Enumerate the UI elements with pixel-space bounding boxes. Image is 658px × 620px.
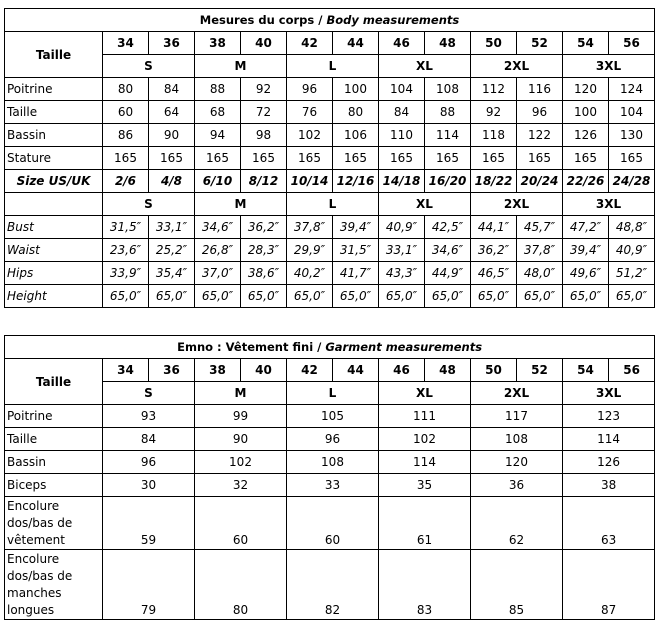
body-metric-value-cell: 165 — [241, 147, 287, 170]
garment-metric-row-label: Taille — [5, 428, 103, 451]
garment-metric-row-label: Poitrine — [5, 405, 103, 428]
body-metric-value-cell: 94 — [195, 124, 241, 147]
garment-metric-value-cell: 62 — [471, 497, 563, 550]
body-group-header: 3XL — [563, 55, 655, 78]
imperial-metric-value-cell: 65,0″ — [149, 285, 195, 308]
imperial-metric-value-cell: 65,0″ — [195, 285, 241, 308]
us-group-header: L — [287, 193, 379, 216]
body-metric-value-cell: 165 — [563, 147, 609, 170]
body-metric-value-cell: 165 — [149, 147, 195, 170]
body-metric-value-cell: 84 — [379, 101, 425, 124]
garment-size-header: 42 — [287, 359, 333, 382]
imperial-metric-row — [5, 285, 655, 308]
body-metric-value-cell: 98 — [241, 124, 287, 147]
imperial-metric-value-cell: 48,0″ — [517, 262, 563, 285]
garment-metric-value-cell: 30 — [103, 474, 195, 497]
imperial-metric-value-cell: 44,9″ — [425, 262, 471, 285]
us-group-header: 2XL — [471, 193, 563, 216]
body-size-header: 50 — [471, 32, 517, 55]
body-metric-value-cell: 110 — [379, 124, 425, 147]
body-metric-value-cell: 100 — [333, 78, 379, 101]
us-size-cell: 24/28 — [609, 170, 655, 193]
body-metric-value-cell: 165 — [609, 147, 655, 170]
garment-metric-value-cell: 35 — [379, 474, 471, 497]
body-metric-value-cell: 126 — [563, 124, 609, 147]
body-metric-value-cell: 64 — [149, 101, 195, 124]
us-size-cell: 4/8 — [149, 170, 195, 193]
garment-metric-row — [5, 497, 655, 550]
garment-group-header: XL — [379, 382, 471, 405]
garment-metric-value-cell: 117 — [471, 405, 563, 428]
us-group-header: 3XL — [563, 193, 655, 216]
body-metric-value-cell: 124 — [609, 78, 655, 101]
body-metric-value-cell: 118 — [471, 124, 517, 147]
imperial-metric-value-cell: 45,7″ — [517, 216, 563, 239]
us-group-header: M — [195, 193, 287, 216]
imperial-metric-value-cell: 65,0″ — [517, 285, 563, 308]
garment-metric-value-cell: 108 — [471, 428, 563, 451]
garment-metric-row-label: Biceps — [5, 474, 103, 497]
body-metric-value-cell: 88 — [195, 78, 241, 101]
body-table-title — [5, 9, 655, 32]
imperial-metric-value-cell: 43,3″ — [379, 262, 425, 285]
imperial-metric-value-cell: 65,0″ — [287, 285, 333, 308]
imperial-metric-row — [5, 239, 655, 262]
garment-metric-value-cell: 61 — [379, 497, 471, 550]
body-metric-value-cell: 165 — [517, 147, 563, 170]
body-group-header: S — [103, 55, 195, 78]
imperial-metric-value-cell: 34,6″ — [195, 216, 241, 239]
body-size-header: 38 — [195, 32, 241, 55]
imperial-metric-value-cell: 31,5″ — [333, 239, 379, 262]
us-size-cell: 6/10 — [195, 170, 241, 193]
body-metric-value-cell: 108 — [425, 78, 471, 101]
body-measurements-table — [4, 8, 655, 308]
imperial-metric-row-label: Waist — [5, 239, 103, 262]
imperial-metric-value-cell: 41,7″ — [333, 262, 379, 285]
imperial-metric-value-cell: 51,2″ — [609, 262, 655, 285]
imperial-metric-row — [5, 216, 655, 239]
garment-metric-value-cell: 96 — [287, 428, 379, 451]
imperial-metric-value-cell: 65,0″ — [333, 285, 379, 308]
garment-metric-value-cell: 120 — [471, 451, 563, 474]
garment-metric-row-label: Encolure dos/bas de vêtement — [5, 497, 103, 550]
imperial-metric-value-cell: 35,4″ — [149, 262, 195, 285]
body-metric-value-cell: 86 — [103, 124, 149, 147]
imperial-metric-value-cell: 39,4″ — [563, 239, 609, 262]
body-metric-value-cell: 104 — [379, 78, 425, 101]
body-metric-value-cell: 130 — [609, 124, 655, 147]
imperial-metric-value-cell: 33,1″ — [149, 216, 195, 239]
garment-metric-value-cell: 60 — [195, 497, 287, 550]
garment-metric-value-cell: 111 — [379, 405, 471, 428]
body-metric-row — [5, 147, 655, 170]
garment-size-header: 36 — [149, 359, 195, 382]
imperial-metric-row-label: Bust — [5, 216, 103, 239]
garment-metric-value-cell: 59 — [103, 497, 195, 550]
imperial-metric-value-cell: 65,0″ — [241, 285, 287, 308]
garment-group-header: S — [103, 382, 195, 405]
garment-metric-value-cell: 79 — [103, 550, 195, 620]
imperial-metric-row-label: Hips — [5, 262, 103, 285]
body-taille-header: Taille — [5, 32, 103, 78]
garment-size-header: 38 — [195, 359, 241, 382]
body-metric-value-cell: 76 — [287, 101, 333, 124]
garment-title-en: Garment measurements — [325, 340, 483, 354]
garment-metric-value-cell: 108 — [287, 451, 379, 474]
body-metric-value-cell: 165 — [379, 147, 425, 170]
body-size-header: 48 — [425, 32, 471, 55]
imperial-metric-value-cell: 25,2″ — [149, 239, 195, 262]
garment-metric-value-cell: 90 — [195, 428, 287, 451]
body-metric-value-cell: 165 — [287, 147, 333, 170]
garment-metric-value-cell: 85 — [471, 550, 563, 620]
imperial-metric-value-cell: 65,0″ — [471, 285, 517, 308]
imperial-metric-value-cell: 26,8″ — [195, 239, 241, 262]
body-size-header: 44 — [333, 32, 379, 55]
garment-size-header: 52 — [517, 359, 563, 382]
garment-metric-row — [5, 550, 655, 620]
us-size-label: Size US/UK — [5, 170, 103, 193]
body-metric-row — [5, 124, 655, 147]
body-size-header: 52 — [517, 32, 563, 55]
garment-group-header: M — [195, 382, 287, 405]
body-metric-row — [5, 101, 655, 124]
body-group-header: M — [195, 55, 287, 78]
body-metric-value-cell: 92 — [241, 78, 287, 101]
body-metric-value-cell: 165 — [425, 147, 471, 170]
garment-metric-value-cell: 87 — [563, 550, 655, 620]
imperial-metric-value-cell: 47,2″ — [563, 216, 609, 239]
body-metric-value-cell: 114 — [425, 124, 471, 147]
imperial-metric-value-cell: 33,9″ — [103, 262, 149, 285]
imperial-metric-value-cell: 48,8″ — [609, 216, 655, 239]
garment-metric-value-cell: 126 — [563, 451, 655, 474]
garment-metric-rows — [5, 405, 655, 620]
garment-metric-value-cell: 96 — [103, 451, 195, 474]
imperial-metric-value-cell: 46,5″ — [471, 262, 517, 285]
imperial-metric-value-cell: 65,0″ — [103, 285, 149, 308]
imperial-metric-value-cell: 65,0″ — [563, 285, 609, 308]
garment-metric-value-cell: 84 — [103, 428, 195, 451]
body-metric-value-cell: 120 — [563, 78, 609, 101]
us-group-spacer — [5, 193, 103, 216]
garment-group-header: L — [287, 382, 379, 405]
garment-metric-value-cell: 82 — [287, 550, 379, 620]
body-metric-value-cell: 60 — [103, 101, 149, 124]
body-size-header: 42 — [287, 32, 333, 55]
garment-metric-row — [5, 405, 655, 428]
garment-size-header: 34 — [103, 359, 149, 382]
garment-size-header: 46 — [379, 359, 425, 382]
garment-metric-value-cell: 33 — [287, 474, 379, 497]
garment-metric-value-cell: 80 — [195, 550, 287, 620]
body-metric-value-cell: 102 — [287, 124, 333, 147]
body-size-header: 40 — [241, 32, 287, 55]
body-metric-value-cell: 116 — [517, 78, 563, 101]
us-size-cell: 10/14 — [287, 170, 333, 193]
body-metric-value-cell: 92 — [471, 101, 517, 124]
imperial-metric-value-cell: 34,6″ — [425, 239, 471, 262]
garment-size-header: 44 — [333, 359, 379, 382]
us-size-cell: 16/20 — [425, 170, 471, 193]
body-size-header: 54 — [563, 32, 609, 55]
body-metric-value-cell: 100 — [563, 101, 609, 124]
imperial-metric-value-cell: 65,0″ — [609, 285, 655, 308]
us-size-cell: 22/26 — [563, 170, 609, 193]
body-group-header: 2XL — [471, 55, 563, 78]
imperial-metric-value-cell: 23,6″ — [103, 239, 149, 262]
body-metric-row-label: Taille — [5, 101, 103, 124]
body-metric-value-cell: 106 — [333, 124, 379, 147]
garment-metric-value-cell: 38 — [563, 474, 655, 497]
body-metric-value-cell: 68 — [195, 101, 241, 124]
garment-metric-value-cell: 114 — [563, 428, 655, 451]
body-size-header: 34 — [103, 32, 149, 55]
body-metric-rows — [5, 78, 655, 170]
body-group-header: XL — [379, 55, 471, 78]
garment-metric-value-cell: 83 — [379, 550, 471, 620]
garment-metric-value-cell: 123 — [563, 405, 655, 428]
us-size-cell: 20/24 — [517, 170, 563, 193]
imperial-metric-value-cell: 40,9″ — [609, 239, 655, 262]
body-size-header: 46 — [379, 32, 425, 55]
garment-size-header: 56 — [609, 359, 655, 382]
body-metric-value-cell: 84 — [149, 78, 195, 101]
garment-metric-value-cell: 102 — [195, 451, 287, 474]
imperial-metric-value-cell: 40,2″ — [287, 262, 333, 285]
imperial-metric-value-cell: 31,5″ — [103, 216, 149, 239]
body-metric-value-cell: 96 — [517, 101, 563, 124]
us-group-header: S — [103, 193, 195, 216]
us-size-cell: 2/6 — [103, 170, 149, 193]
imperial-metric-value-cell: 28,3″ — [241, 239, 287, 262]
garment-metric-row — [5, 451, 655, 474]
body-metric-value-cell: 80 — [103, 78, 149, 101]
garment-metric-value-cell: 36 — [471, 474, 563, 497]
garment-metric-value-cell: 105 — [287, 405, 379, 428]
imperial-metric-rows — [5, 216, 655, 308]
garment-metric-row — [5, 428, 655, 451]
body-metric-row — [5, 78, 655, 101]
body-size-header: 56 — [609, 32, 655, 55]
us-size-cell: 12/16 — [333, 170, 379, 193]
body-metric-value-cell: 80 — [333, 101, 379, 124]
garment-metric-row — [5, 474, 655, 497]
us-size-cell: 18/22 — [471, 170, 517, 193]
garment-table-title — [5, 336, 655, 359]
garment-title-fr: Emno : Vêtement fini / — [177, 340, 322, 354]
garment-metric-value-cell: 63 — [563, 497, 655, 550]
imperial-metric-value-cell: 37,8″ — [517, 239, 563, 262]
garment-taille-header: Taille — [5, 359, 103, 405]
body-metric-value-cell: 72 — [241, 101, 287, 124]
body-metric-value-cell: 104 — [609, 101, 655, 124]
body-metric-value-cell: 165 — [471, 147, 517, 170]
imperial-metric-value-cell: 29,9″ — [287, 239, 333, 262]
imperial-metric-value-cell: 36,2″ — [471, 239, 517, 262]
us-size-cell: 8/12 — [241, 170, 287, 193]
body-size-header: 36 — [149, 32, 195, 55]
imperial-metric-value-cell: 38,6″ — [241, 262, 287, 285]
body-metric-value-cell: 90 — [149, 124, 195, 147]
body-metric-value-cell: 165 — [103, 147, 149, 170]
garment-size-header: 48 — [425, 359, 471, 382]
imperial-metric-value-cell: 36,2″ — [241, 216, 287, 239]
garment-size-header: 40 — [241, 359, 287, 382]
body-title-en: Body measurements — [326, 13, 460, 27]
body-metric-row-label: Poitrine — [5, 78, 103, 101]
body-metric-row-label: Bassin — [5, 124, 103, 147]
garment-group-header: 2XL — [471, 382, 563, 405]
body-metric-value-cell: 122 — [517, 124, 563, 147]
us-size-cell: 14/18 — [379, 170, 425, 193]
imperial-metric-value-cell: 37,0″ — [195, 262, 241, 285]
garment-metric-row-label: Encolure dos/bas de manches longues — [5, 550, 103, 620]
imperial-metric-value-cell: 65,0″ — [425, 285, 471, 308]
garment-metric-value-cell: 99 — [195, 405, 287, 428]
imperial-metric-value-cell: 42,5″ — [425, 216, 471, 239]
imperial-metric-value-cell: 49,6″ — [563, 262, 609, 285]
garment-metric-value-cell: 32 — [195, 474, 287, 497]
imperial-metric-value-cell: 39,4″ — [333, 216, 379, 239]
imperial-metric-value-cell: 44,1″ — [471, 216, 517, 239]
garment-size-header: 50 — [471, 359, 517, 382]
body-metric-value-cell: 96 — [287, 78, 333, 101]
imperial-metric-row — [5, 262, 655, 285]
us-group-header: XL — [379, 193, 471, 216]
garment-metric-value-cell: 60 — [287, 497, 379, 550]
garment-metric-value-cell: 114 — [379, 451, 471, 474]
garment-metric-value-cell: 102 — [379, 428, 471, 451]
garment-size-header: 54 — [563, 359, 609, 382]
garment-metric-row-label: Bassin — [5, 451, 103, 474]
garment-measurements-table — [4, 335, 655, 620]
body-metric-value-cell: 88 — [425, 101, 471, 124]
garment-metric-value-cell: 93 — [103, 405, 195, 428]
imperial-metric-value-cell: 40,9″ — [379, 216, 425, 239]
body-metric-value-cell: 165 — [333, 147, 379, 170]
body-metric-value-cell: 112 — [471, 78, 517, 101]
body-title-fr: Mesures du corps / — [199, 13, 323, 27]
garment-group-header: 3XL — [563, 382, 655, 405]
body-metric-row-label: Stature — [5, 147, 103, 170]
body-metric-value-cell: 165 — [195, 147, 241, 170]
imperial-metric-value-cell: 37,8″ — [287, 216, 333, 239]
imperial-metric-value-cell: 33,1″ — [379, 239, 425, 262]
imperial-metric-row-label: Height — [5, 285, 103, 308]
body-group-header: L — [287, 55, 379, 78]
imperial-metric-value-cell: 65,0″ — [379, 285, 425, 308]
